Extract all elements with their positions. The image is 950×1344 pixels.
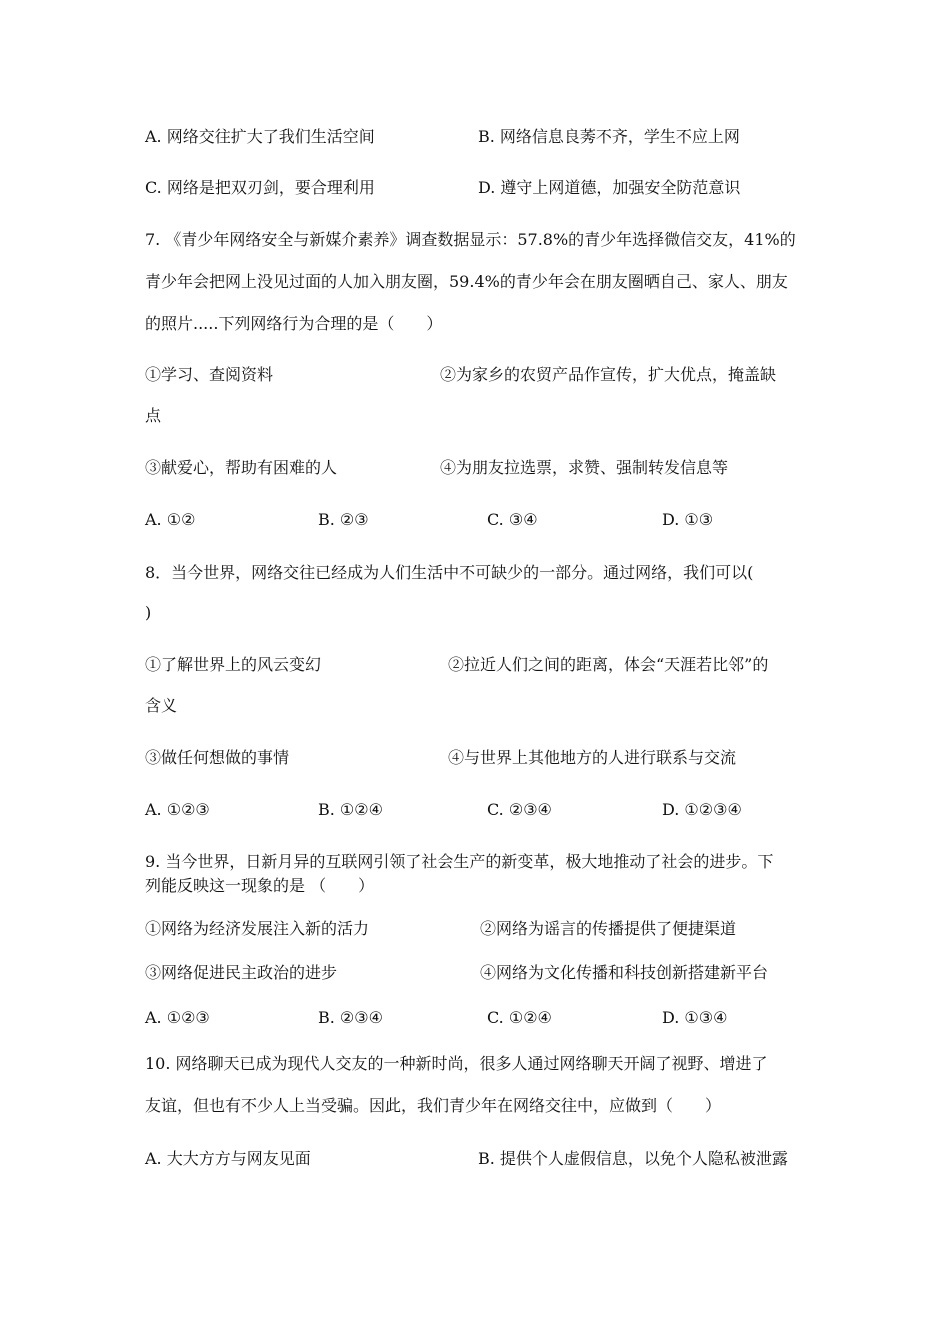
q8-item4: ④与世界上其他地方的人进行联系与交流 xyxy=(448,748,737,767)
q7-option-d: D. ①③ xyxy=(662,510,714,529)
q10-stem-line2: 友谊，但也有不少人上当受骗。因此，我们青少年在网络交往中，应做到（ ） xyxy=(145,1096,722,1115)
q6-option-a: A. 网络交往扩大了我们生活空间 xyxy=(145,127,375,146)
q9-option-c: C. ①②④ xyxy=(487,1008,552,1027)
q7-option-b: B. ②③ xyxy=(318,510,369,529)
q8-option-c: C. ②③④ xyxy=(487,800,552,819)
q8-item3: ③做任何想做的事情 xyxy=(145,748,290,767)
q9-stem-line2: 列能反映这一现象的是 （ ） xyxy=(145,876,375,895)
q7-item2: ②为家乡的农贸产品作宣传，扩大优点，掩盖缺 xyxy=(440,365,777,384)
q7-stem-line2: 青少年会把网上没见过面的人加入朋友圈，59.4%的青少年会在朋友圈晒自己、家人、朋友 xyxy=(145,272,788,291)
q9-item3: ③网络促进民主政治的进步 xyxy=(145,963,338,982)
q8-stem-line1: 8．当今世界，网络交往已经成为人们生活中不可缺少的一部分。通过网络，我们可以( xyxy=(145,563,754,582)
q9-item2: ②网络为谣言的传播提供了便捷渠道 xyxy=(480,919,737,938)
q9-option-d: D. ①③④ xyxy=(662,1008,728,1027)
q7-option-a: A. ①② xyxy=(145,510,196,529)
q8-stem-line2: ) xyxy=(145,603,152,622)
q7-stem-line1: 7. 《青少年网络安全与新媒介素养》调查数据显示：57.8%的青少年选择微信交友，41%的 xyxy=(145,230,796,249)
q9-option-a: A. ①②③ xyxy=(145,1008,210,1027)
q6-option-b: B. 网络信息良莠不齐，学生不应上网 xyxy=(478,127,740,146)
q10-stem-line1: 10. 网络聊天已成为现代人交友的一种新时尚，很多人通过网络聊天开阔了视野、增进了 xyxy=(145,1054,768,1073)
q10-option-b: B. 提供个人虚假信息，以免个人隐私被泄露 xyxy=(478,1149,788,1168)
q9-item4: ④网络为文化传播和科技创新搭建新平台 xyxy=(480,963,769,982)
q7-item1: ①学习、查阅资料 xyxy=(145,365,274,384)
q7-item4: ④为朋友拉选票，求赞、强制转发信息等 xyxy=(440,458,729,477)
q10-option-a: A. 大大方方与网友见面 xyxy=(145,1149,311,1168)
q7-item3: ③献爱心，帮助有困难的人 xyxy=(145,458,338,477)
q8-item2-wrap: 含义 xyxy=(145,696,178,715)
q8-option-d: D. ①②③④ xyxy=(662,800,742,819)
q6-option-d: D. 遵守上网道德，加强安全防范意识 xyxy=(478,178,741,197)
q8-item1: ①了解世界上的风云变幻 xyxy=(145,655,322,674)
q9-stem-line1: 9. 当今世界，日新月异的互联网引领了社会生产的新变革，极大地推动了社会的进步。下 xyxy=(145,852,774,871)
q8-option-b: B. ①②④ xyxy=(318,800,383,819)
q9-item1: ①网络为经济发展注入新的活力 xyxy=(145,919,370,938)
q9-option-b: B. ②③④ xyxy=(318,1008,383,1027)
q7-option-c: C. ③④ xyxy=(487,510,538,529)
q8-option-a: A. ①②③ xyxy=(145,800,210,819)
q8-item2: ②拉近人们之间的距离，体会“天涯若比邻”的 xyxy=(448,655,769,674)
q7-stem-line3: 的照片.....下列网络行为合理的是（ ） xyxy=(145,314,443,333)
q6-option-c: C. 网络是把双刃剑，要合理利用 xyxy=(145,178,375,197)
q7-item2-wrap: 点 xyxy=(145,406,162,425)
